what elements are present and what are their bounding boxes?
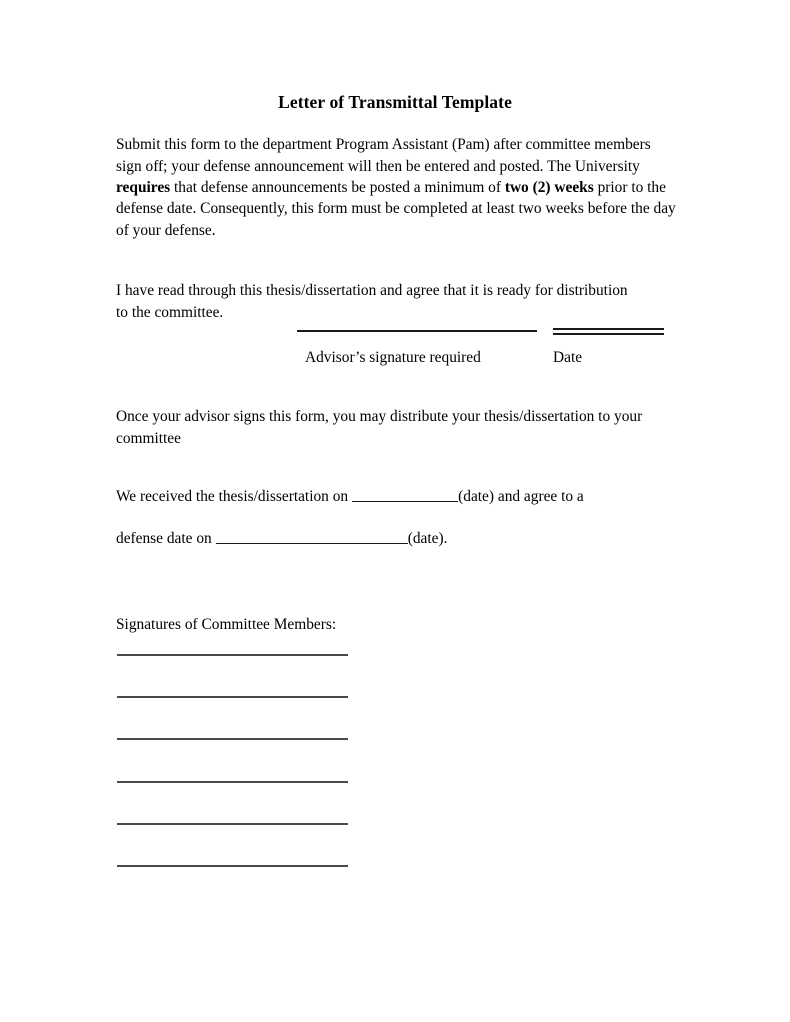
date-label: Date (553, 349, 583, 366)
defense-text-before: defense date on (116, 530, 212, 548)
intro-paragraph (116, 134, 678, 240)
date-signature-line[interactable] (553, 328, 664, 335)
committee-signature-line[interactable] (117, 865, 348, 867)
advisor-signature-line[interactable] (297, 330, 537, 332)
defense-date-blank[interactable] (216, 528, 408, 543)
received-text-before: We received the thesis/dissertation on (116, 488, 349, 506)
received-text-after: (date) and agree to a (458, 488, 584, 506)
committee-signature-line[interactable] (117, 823, 348, 825)
committee-signatures-heading: Signatures of Committee Members: (116, 616, 337, 634)
read-through-paragraph: I have read through this thesis/dissertation and agree that it is ready for distribution to the committee. (116, 282, 628, 321)
advisor-signature-row (297, 330, 697, 376)
received-thesis-line (116, 486, 678, 507)
committee-signature-line[interactable] (117, 696, 348, 698)
committee-signature-lines (117, 654, 348, 867)
intro-bold-two-weeks: two (2) weeks (504, 178, 594, 196)
defense-text-after: (date). (407, 530, 448, 548)
intro-text-part3: prior to the defense date. Consequently, this form must be completed at least two weeks before the day of your defense. (116, 178, 676, 239)
once-signed-paragraph: Once your advisor signs this form, you may distribute your thesis/dissertation to your committee (116, 408, 643, 447)
intro-text-part2: that defense announcements be posted a minimum of (170, 178, 505, 196)
advisor-signature-label: Advisor’s signature required (305, 349, 481, 366)
intro-bold-requires: requires (116, 178, 171, 196)
committee-signature-line[interactable] (117, 738, 348, 740)
intro-text-part1: Submit this form to the department Program Assistant (Pam) after committee members sign off; your defense announcement will then be entered and posted. The University (116, 136, 651, 175)
committee-signature-line[interactable] (117, 654, 348, 656)
defense-date-line (116, 528, 678, 549)
committee-signature-line[interactable] (117, 781, 348, 783)
received-date-blank[interactable] (352, 486, 458, 501)
page-title: Letter of Transmittal Template (278, 92, 512, 112)
